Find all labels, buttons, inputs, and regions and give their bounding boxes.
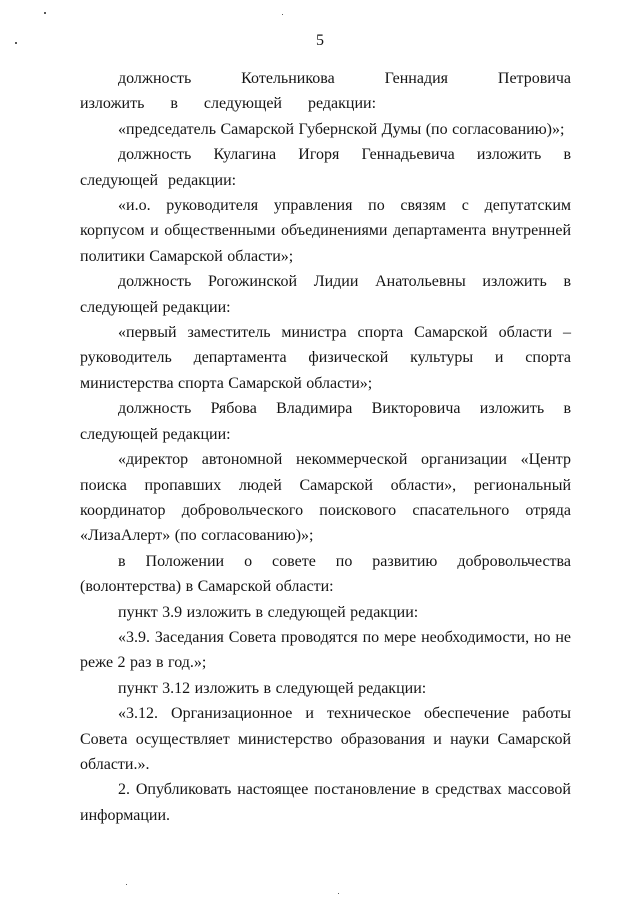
paragraph: пункт 3.12 изложить в следующей редакции: — [118, 679, 427, 697]
scan-speck — [338, 893, 339, 894]
paragraph: в Положении о совете по развитию добровольчества (волонтерства) в Самарской области: — [80, 552, 571, 596]
scan-speck — [44, 12, 46, 14]
paragraph: «директор автономной некоммерческой организации «Центр поиска пропавших людей Самарской области», региональный координатор добровольческого поискового спасательного отряда «ЛизаАлерт» (по согласованию)»; — [80, 451, 571, 545]
paragraph: 2. Опубликовать настоящее постановление в средствах массовой информации. — [80, 781, 571, 824]
scan-speck — [126, 884, 127, 885]
paragraph: пункт 3.9 изложить в следующей редакции: — [118, 603, 419, 621]
paragraph: «первый заместитель министра спорта Самарской области – руководитель департамента физической культуры и спорта министерства спорта Самарской области»; — [80, 324, 571, 392]
paragraph: «председатель Самарской Губернской Думы (по согласованию)»; — [118, 120, 565, 138]
document-body — [80, 66, 571, 828]
paragraph: «3.12. Организационное и техническое обеспечение работы Совета осуществляет министерство образования и науки Самарской области.». — [80, 705, 571, 773]
paragraph: «и.о. руководителя управления по связям с депутатским корпусом и общественными объединениями департамента внутренней политики Самарской области»; — [80, 197, 571, 265]
paragraph: должность Рогожинской Лидии Анатольевны изложить в следующей редакции: — [80, 273, 571, 316]
scan-speck — [282, 14, 283, 15]
paragraph: должность Кулагина Игоря Геннадьевича изложить в следующей редакции: — [80, 146, 571, 189]
paragraph: «3.9. Заседания Совета проводятся по мере необходимости, но не реже 2 раз в год.»; — [80, 628, 571, 672]
paragraph: должность Котельникова Геннадия Петровича изложить в следующей редакции: — [80, 70, 571, 113]
page-number: 5 — [316, 32, 324, 49]
scan-speck — [15, 42, 17, 44]
paragraph: должность Рябова Владимира Викторовича изложить в следующей редакции: — [80, 400, 571, 443]
